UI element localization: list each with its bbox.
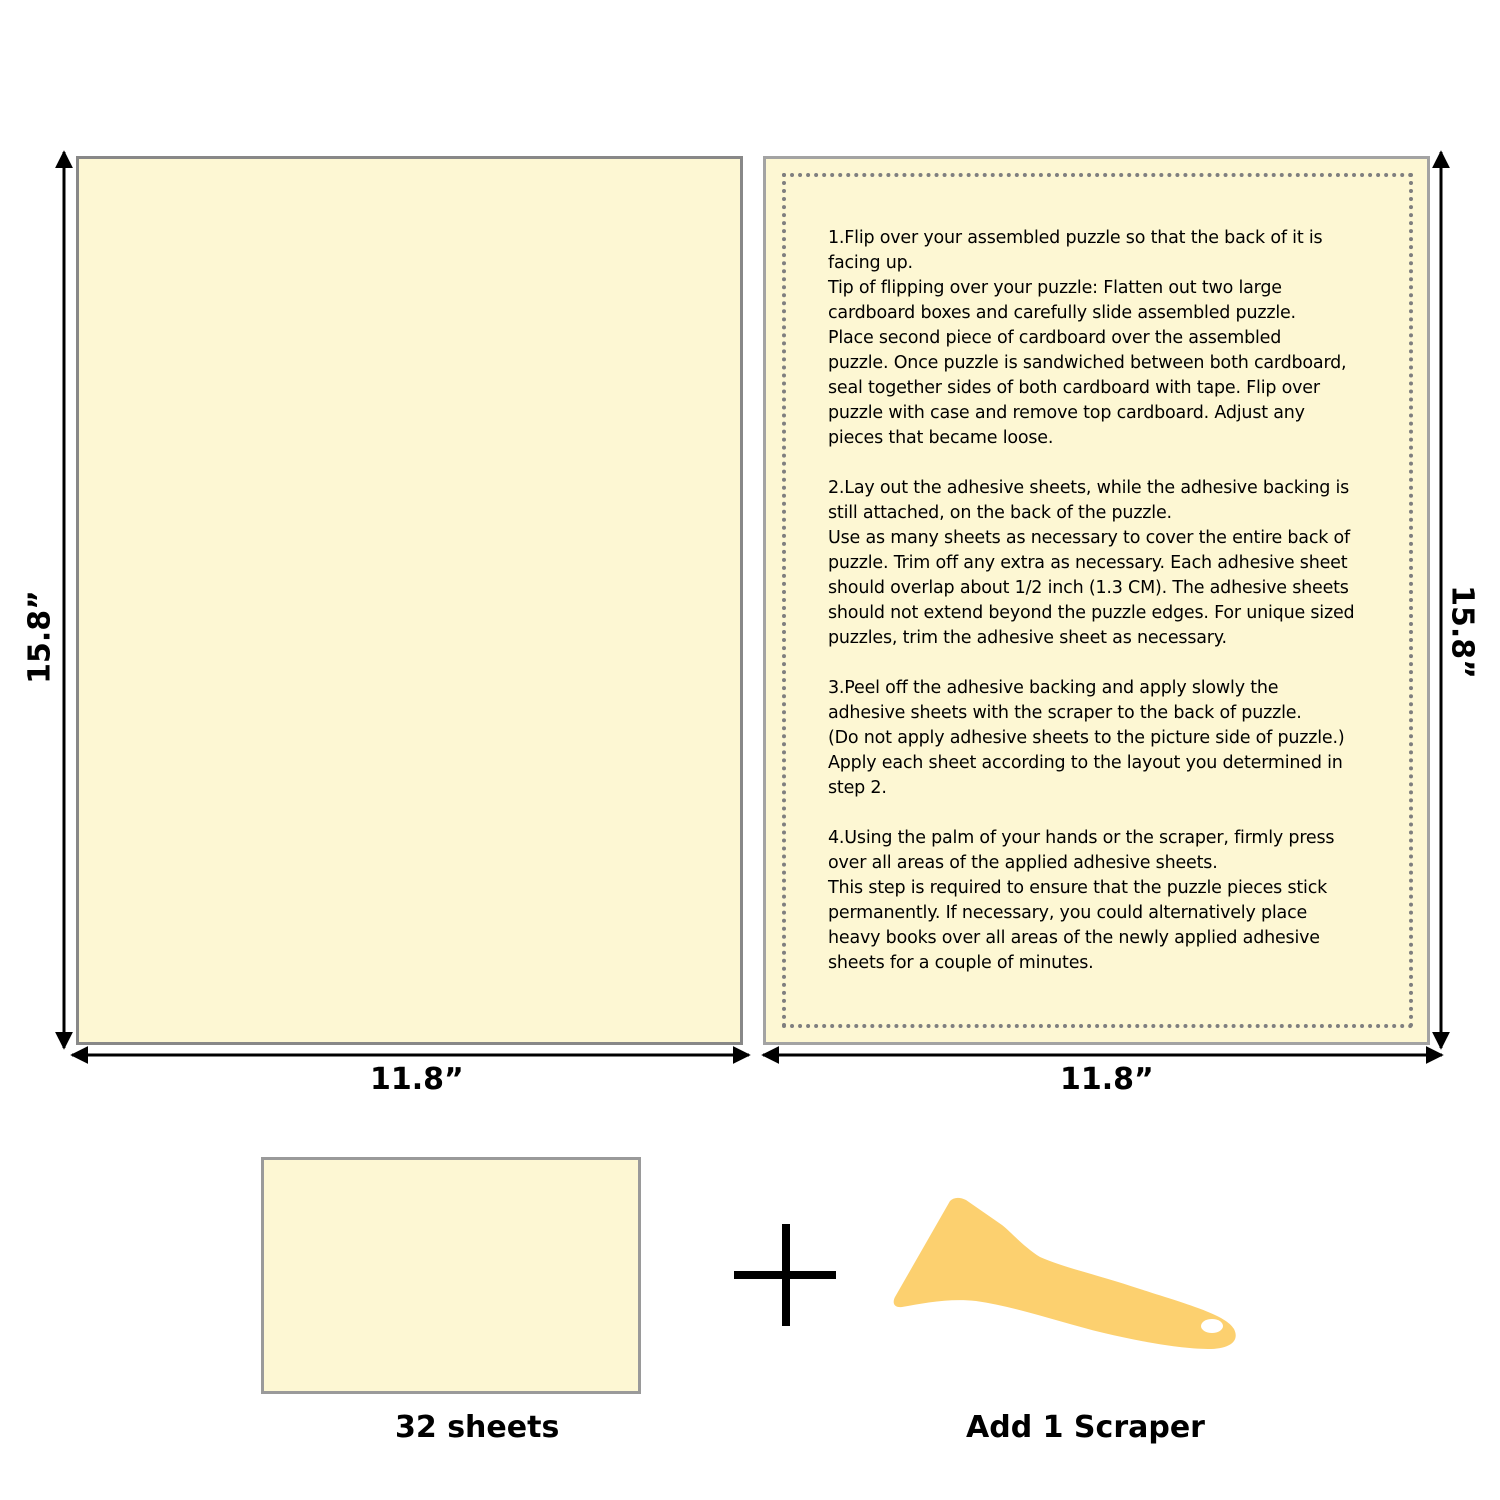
adhesive-sheet-small (261, 1157, 641, 1394)
sheets-count-label: 32 sheets (395, 1410, 560, 1445)
instruction-line: puzzle. Trim off any extra as necessary. Each adhesive sheet (828, 553, 1348, 573)
adhesive-sheet-instructions (763, 156, 1430, 1045)
instruction-line: 4.Using the palm of your hands or the scraper, firmly press (828, 828, 1335, 848)
instruction-line: seal together sides of both cardboard with tape. Flip over (828, 378, 1320, 398)
instruction-line: cardboard boxes and carefully slide assembled puzzle. (828, 303, 1296, 323)
instruction-line: puzzles, trim the adhesive sheet as necessary. (828, 628, 1227, 648)
instruction-line: adhesive sheets with the scraper to the back of puzzle. (828, 703, 1302, 723)
height-label-left: 15.8” (22, 590, 58, 684)
adhesive-sheet-front (76, 156, 743, 1045)
instruction-line: 1.Flip over your assembled puzzle so that the back of it is (828, 228, 1323, 248)
instruction-line: facing up. (828, 253, 913, 273)
instruction-line: sheets for a couple of minutes. (828, 953, 1094, 973)
instruction-line: should overlap about 1/2 inch (1.3 CM). The adhesive sheets (828, 578, 1349, 598)
instruction-step (828, 676, 1388, 801)
instructions-text (828, 226, 1388, 1001)
instruction-line: 2.Lay out the adhesive sheets, while the adhesive backing is (828, 478, 1350, 498)
instruction-step (828, 826, 1388, 976)
height-label-right: 15.8” (1444, 585, 1480, 679)
instruction-line: Use as many sheets as necessary to cover the entire back of (828, 528, 1351, 548)
scraper-icon (890, 1195, 1245, 1355)
instruction-line: over all areas of the applied adhesive sheets. (828, 853, 1218, 873)
instruction-step (828, 226, 1388, 451)
instruction-line: permanently. If necessary, you could alternatively place (828, 903, 1308, 923)
instruction-line: Tip of flipping over your puzzle: Flatten out two large (828, 278, 1282, 298)
instruction-line: should not extend beyond the puzzle edges. For unique sized (828, 603, 1355, 623)
instruction-line: Place second piece of cardboard over the assembled (828, 328, 1282, 348)
instruction-line: puzzle. Once puzzle is sandwiched between both cardboard, (828, 353, 1347, 373)
width-label-left: 11.8” (370, 1062, 464, 1097)
instruction-line: Apply each sheet according to the layout you determined in (828, 753, 1343, 773)
instruction-line: step 2. (828, 778, 887, 798)
instruction-line: still attached, on the back of the puzzle. (828, 503, 1172, 523)
instruction-line: (Do not apply adhesive sheets to the picture side of puzzle.) (828, 728, 1345, 748)
instruction-line: This step is required to ensure that the puzzle pieces stick (828, 878, 1328, 898)
instruction-line: heavy books over all areas of the newly applied adhesive (828, 928, 1320, 948)
instruction-line: puzzle with case and remove top cardboard. Adjust any (828, 403, 1305, 423)
instruction-line: pieces that became loose. (828, 428, 1054, 448)
scraper-label: Add 1 Scraper (966, 1410, 1205, 1445)
width-label-right: 11.8” (1060, 1062, 1154, 1097)
instruction-step (828, 476, 1388, 651)
instruction-line: 3.Peel off the adhesive backing and apply slowly the (828, 678, 1279, 698)
plus-icon (734, 1224, 838, 1328)
